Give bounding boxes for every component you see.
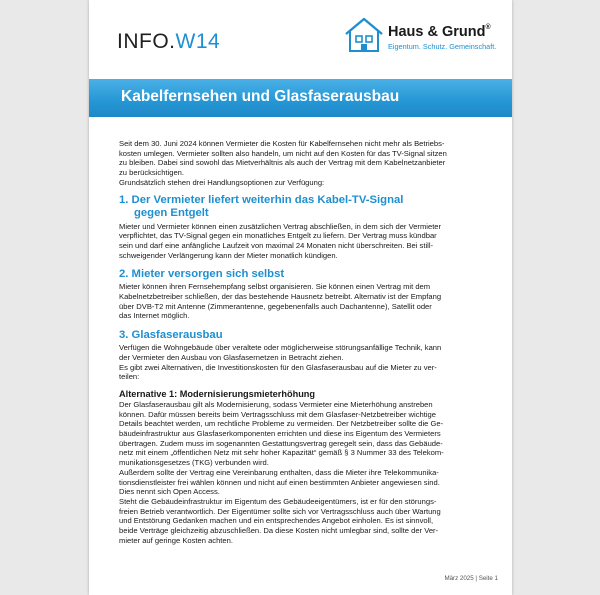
intro-paragraph xyxy=(119,139,501,188)
alternative-1-heading: Alternative 1: Modernisierungsmieterhöhung xyxy=(119,388,316,399)
text-line: munikationsgesetzes (TKG) verbunden wird. xyxy=(119,458,269,468)
brand-tagline: Eigentum. Schutz. Gemeinschaft. xyxy=(388,42,497,51)
registered-mark: ® xyxy=(485,24,491,31)
info-prefix: INFO. xyxy=(117,30,176,53)
section-1-paragraph xyxy=(119,222,501,261)
text-line: Der Glasfaserausbau gilt als Modernisierung, sodass Vermieter eine Mieterhöhung anstreben xyxy=(119,399,433,409)
text-line: zu berücksichtigen. xyxy=(119,168,185,178)
text-line: Grundsätzlich stehen drei Handlungsoptionen zur Verfügung: xyxy=(119,177,325,187)
haus-und-grund-logo xyxy=(343,16,503,56)
text-line: Details beachtet werden, um rechtliche Probleme zu vermeiden. Der Netzbetreiber sollte die Ge- xyxy=(119,419,444,429)
text-line: Kabelnetzbetreiber schließen, der das bestehende Hausnetz betreibt. Alternativ ist der Empfang xyxy=(119,292,442,302)
text-line: tionsdienstleister frei wählen können und nicht auf einen bestimmten Anbieter angewiesen sind. xyxy=(119,477,440,487)
text-line: beide Verträge gleichzeitig abzuschließen. Da diese Kosten nicht umlegbar sind, sollte der Ver- xyxy=(119,526,439,536)
text-line: schweigender Verlängerung kann der Mieter monatlich kündigen. xyxy=(119,250,338,260)
text-line: mieter auf geringe Kosten achten. xyxy=(119,535,233,545)
text-line: übertragen. Zudem muss im sogenannten Gestattungsvertrag geregelt sein, dass das Gebäude- xyxy=(119,438,443,448)
text-line: netz mit einem „öffentlichen Netz mit sehr hoher Kapazität“ gemäß § 3 Nummer 33 des Telekom- xyxy=(119,448,444,458)
text-line: können. Dafür müssen bereits beim Vertragsschluss mit dem Glasfaser-Netzbetreiber wichtige xyxy=(119,409,436,419)
text-line: zu bleiben. Dabei sind sowohl das Mietverhältnis als auch der Vertrag mit dem Kabelnetzanbieter xyxy=(119,158,446,168)
section-3-paragraph xyxy=(119,343,501,382)
text-line: Steht die Gebäudeinfrastruktur im Eigentum des Gebäudeeigentümers, ist er für den störungs- xyxy=(119,496,437,506)
text-line: bäudeinfrastruktur aus Glasfaserkomponenten errichten und diese ins Eigentum des Vermieters xyxy=(119,429,441,439)
info-title xyxy=(117,30,220,54)
info-number: W14 xyxy=(175,30,221,53)
heading-line: 1. Der Vermieter liefert weiterhin das Kabel-TV-Signal xyxy=(119,193,404,206)
section-2-heading: 2. Mieter versorgen sich selbst xyxy=(119,268,285,281)
brand-name: Haus & Grund® xyxy=(388,24,491,40)
heading-line: gegen Entgelt xyxy=(134,206,209,219)
page-title: Kabelfernsehen und Glasfaserausbau xyxy=(121,88,400,105)
house-logo-icon xyxy=(343,16,385,54)
title-banner xyxy=(89,79,512,117)
text-line: sein und darf eine anfängliche Laufzeit von maximal 24 Monaten nicht überschreiten. Bei still- xyxy=(119,240,434,250)
section-2-paragraph xyxy=(119,282,501,321)
text-line: freien Betrieb verantwortlich. Der Eigentümer sollte sich vor Vertragsschluss auch über Wartung xyxy=(119,506,441,516)
page-footer: März 2025 | Seite 1 xyxy=(444,575,498,582)
text-line: Dies nennt sich Open Access. xyxy=(119,487,220,497)
text-line: Seit dem 30. Juni 2024 können Vermieter die Kosten für Kabelfernsehen nicht mehr als Betriebs- xyxy=(119,139,445,148)
document-page xyxy=(89,0,512,595)
text-line: Es gibt zwei Alternativen, die Investitionskosten für den Glasfaserausbau auf die Mieter zu ver- xyxy=(119,362,437,372)
text-line: Verfügen die Wohngebäude über veraltete oder möglicherweise störungsanfällige Technik, kann xyxy=(119,343,442,353)
text-line: und Entstörung Gedanken machen und ein entsprechendes Angebot einholen. Es ist sinnvoll, xyxy=(119,516,434,526)
text-line: Mieter und Vermieter können einen zusätzlichen Vertrag abschließen, in dem sich der Vermieter xyxy=(119,221,442,231)
section-3-heading: 3. Glasfaserausbau xyxy=(119,329,223,342)
section-1-heading xyxy=(119,194,501,220)
page-header xyxy=(89,0,512,70)
text-line: der Vermieter den Ausbau von Glasfasernetzen in Betracht ziehen. xyxy=(119,352,344,362)
document-body xyxy=(119,139,501,546)
text-line: Mieter können ihren Fernsehempfang selbst organisieren. Sie können einen Vertrag mit dem xyxy=(119,282,431,292)
text-line: kosten umlegen. Vermieter sollten also handeln, um nicht auf den Kosten für das TV-Signal sitzen xyxy=(119,148,447,158)
text-line: teilen: xyxy=(119,372,140,382)
text-line: Außerdem sollte der Vertrag eine Vereinbarung enthalten, dass die Mieter ihre Telekommunika- xyxy=(119,467,439,477)
text-line: das Internet möglich. xyxy=(119,311,190,321)
text-line: über DVB-T2 mit Antenne (Zimmerantenne, gegebenenfalls auch Dachantenne), Satellit oder xyxy=(119,301,432,311)
alternative-1-paragraph xyxy=(119,400,501,546)
text-line: verpflichtet, das TV-Signal gegen ein monatliches Entgelt zu liefern. Der Vertrag muss kündbar xyxy=(119,231,437,241)
